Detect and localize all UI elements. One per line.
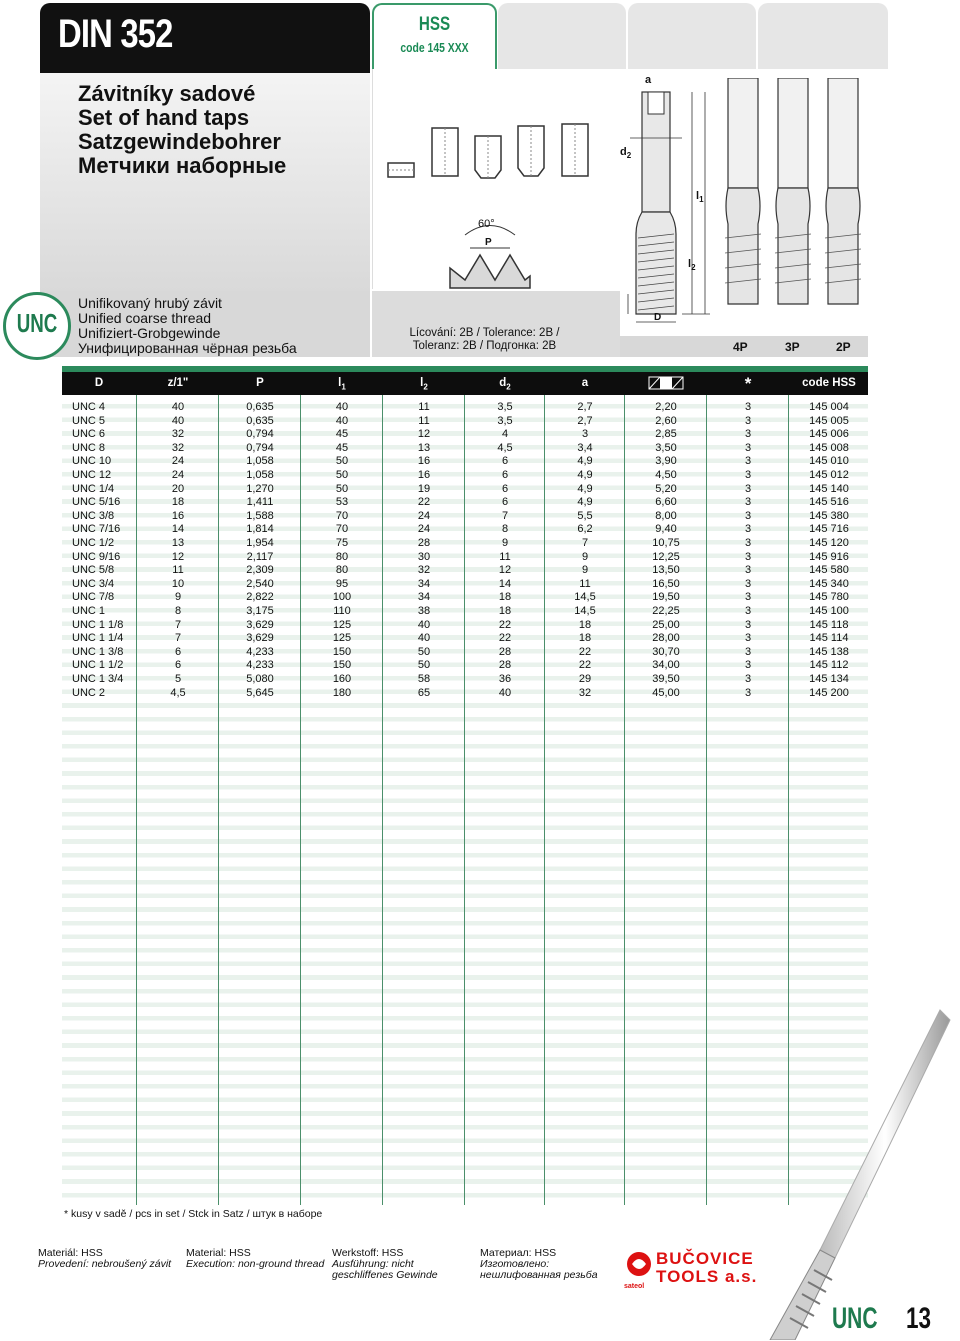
table-cell: 29	[578, 673, 592, 685]
table-cell: 145 006	[809, 428, 849, 441]
table-cell: 39,50	[652, 673, 680, 685]
table-cell: 38	[417, 605, 431, 617]
table-cell: 3	[744, 591, 752, 604]
table-cell: 9,40	[655, 523, 677, 536]
table-cell: 145 138	[809, 645, 849, 658]
table-cell: UNC 1 1/8	[72, 618, 124, 631]
table-cell: 145 118	[809, 618, 849, 631]
table-cell: 28	[417, 537, 431, 549]
table-cell: 10	[171, 577, 185, 590]
table-cell: 24	[417, 523, 431, 536]
table-cell: 3	[744, 441, 752, 454]
table-cell: UNC 4	[72, 401, 106, 413]
table-cell: 6	[174, 645, 182, 658]
table-cell: 28	[498, 659, 512, 672]
table-cell: 4,9	[577, 469, 593, 481]
table-cell: 1,954	[246, 537, 274, 549]
table-cell: 150	[332, 645, 352, 658]
table-cell: 3,5	[497, 401, 513, 413]
table-cell: 125	[332, 618, 352, 631]
table-cell: 3	[744, 455, 752, 468]
table-cell: 145 114	[809, 632, 849, 645]
thread-name-en: Unified coarse thread	[78, 310, 212, 326]
table-cell: 3	[744, 414, 752, 427]
table-cell: 3,629	[246, 632, 274, 645]
table-cell: 34	[417, 591, 431, 604]
footer-en: Material: HSS Execution: non-ground thread	[186, 1247, 325, 1270]
table-row	[62, 591, 868, 605]
table-cell: 2,7	[577, 414, 593, 427]
table-cell: 45,00	[652, 686, 680, 699]
pitch-label: P	[485, 237, 492, 248]
table-row	[62, 673, 868, 687]
table-cell: 20	[171, 482, 185, 495]
table-cell: 8	[501, 523, 509, 536]
table-row	[62, 523, 868, 537]
table-cell: 2,540	[246, 577, 274, 590]
table-cell: 3,175	[246, 605, 274, 617]
title-de: Satzgewindebohrer	[78, 129, 281, 154]
table-cell: 1,058	[246, 469, 274, 481]
table-cell: 3	[744, 645, 752, 658]
table-cell: 3	[744, 605, 752, 617]
unc-badge-text: UNC	[16, 308, 58, 338]
table-cell: 12	[498, 564, 512, 577]
set-label-4p: 4P	[733, 340, 748, 354]
table-cell: 3	[744, 564, 752, 577]
table-cell: 3	[744, 496, 752, 509]
drill-hole-icon	[648, 374, 684, 392]
tap-photo-graphic	[740, 1000, 960, 1340]
table-cell: 95	[335, 577, 349, 590]
table-cell: 22	[498, 618, 512, 631]
table-cell: 19,50	[652, 591, 680, 604]
table-cell: 10,75	[652, 537, 680, 549]
table-cell: 53	[335, 496, 349, 509]
table-row	[62, 564, 868, 578]
table-cell: 24	[417, 509, 431, 522]
table-cell: 40	[335, 414, 349, 427]
table-cell: 0,794	[246, 441, 274, 454]
col-header-a: a	[581, 377, 589, 389]
table-cell: 160	[332, 673, 352, 685]
col-header-code: code HSS	[802, 377, 856, 389]
table-row	[62, 469, 868, 483]
table-cell: 145 100	[809, 605, 849, 617]
thread-name-ru: Унифицированная чёрная резьба	[78, 340, 297, 356]
table-cell: 6,2	[577, 523, 593, 536]
table-cell: 24	[171, 455, 185, 468]
dim-d2-label: $d_2$	[620, 146, 632, 161]
table-cell: 30	[417, 550, 431, 563]
table-cell: 14,5	[574, 605, 596, 617]
table-cell: 3	[744, 577, 752, 590]
table-row	[62, 687, 868, 701]
empty-tab-3	[758, 3, 888, 69]
table-cell: 145 005	[809, 414, 849, 427]
table-cell: 40	[417, 632, 431, 645]
table-cell: 2,822	[246, 591, 274, 604]
table-cell: 145 012	[809, 469, 849, 481]
col-header-d: D	[94, 377, 104, 389]
table-cell: UNC 1 1/2	[72, 659, 124, 672]
table-cell: UNC 1 1/4	[72, 632, 124, 645]
table-cell: 16,50	[652, 577, 680, 590]
table-cell: 6	[174, 659, 182, 672]
table-cell: 50	[335, 455, 349, 468]
col-header-pcs: *	[744, 374, 752, 393]
table-cell: 145 004	[809, 401, 849, 413]
title-ru: Метчики наборные	[78, 153, 287, 178]
table-cell: 1,058	[246, 455, 274, 468]
table-cell: 28	[498, 645, 512, 658]
table-cell: 22	[578, 645, 592, 658]
table-cell: 18	[498, 591, 512, 604]
table-cell: 3,5	[497, 414, 513, 427]
table-row	[62, 415, 868, 429]
table-row	[62, 659, 868, 673]
table-cell: 145 134	[809, 673, 849, 685]
table-cell: 145 010	[809, 455, 849, 468]
table-cell: 3	[744, 618, 752, 631]
table-cell: 2,117	[246, 550, 274, 563]
table-cell: 36	[498, 673, 512, 685]
table-cell: 180	[332, 686, 352, 699]
tolerance-text	[372, 327, 597, 353]
table-cell: 3	[744, 537, 752, 549]
table-cell: 40	[498, 686, 512, 699]
standard-title: DIN 352	[58, 12, 173, 56]
table-cell: 7	[501, 509, 509, 522]
footer-de: Werkstoff: HSS Ausführung: nicht geschliffenes Gewinde	[332, 1247, 438, 1281]
empty-tab-2	[628, 3, 756, 69]
table-cell: 25,00	[652, 618, 680, 631]
table-cell: UNC 7/16	[72, 523, 121, 536]
table-cell: 19	[417, 482, 431, 495]
table-cell: 32	[171, 428, 185, 441]
table-cell: 1,270	[246, 482, 274, 495]
table-cell: 3	[744, 401, 752, 413]
table-cell: 22,25	[652, 605, 680, 617]
table-cell: 30,70	[652, 645, 680, 658]
col-header-l1: $l_1$	[338, 377, 346, 392]
table-cell: 145 780	[809, 591, 849, 604]
table-cell: 16	[171, 509, 185, 522]
table-row	[62, 632, 868, 646]
table-cell: 40	[417, 618, 431, 631]
table-row	[62, 619, 868, 633]
table-cell: 34,00	[652, 659, 680, 672]
col-header-drill	[626, 372, 706, 395]
table-cell: 9	[581, 564, 589, 577]
table-cell: 3	[744, 509, 752, 522]
table-cell: 34	[417, 577, 431, 590]
section-label: UNC	[832, 1302, 878, 1335]
table-cell: UNC 1/4	[72, 482, 115, 495]
table-cell: 3,629	[246, 618, 274, 631]
table-cell: 145 340	[809, 577, 849, 590]
table-cell: 14	[498, 577, 512, 590]
table-cell: 40	[171, 401, 185, 413]
table-cell: 40	[335, 401, 349, 413]
tap-3p	[776, 78, 810, 304]
table-cell: 6	[501, 469, 509, 481]
table-cell: 2,60	[655, 414, 677, 427]
table-cell: 8	[174, 605, 182, 617]
table-cell: 58	[417, 673, 431, 685]
material-tab-title: HSS	[418, 14, 451, 35]
table-cell: 4,5	[497, 441, 513, 454]
thread-name-cz: Unifikovaný hrubý závit	[78, 295, 222, 311]
table-row	[62, 483, 868, 497]
table-cell: 8,00	[655, 509, 677, 522]
dim-l2-label: $l_2$	[688, 258, 696, 273]
product-titles	[78, 82, 286, 178]
table-cell: 65	[417, 686, 431, 699]
table-cell: 4,9	[577, 496, 593, 509]
table-cell: 3	[581, 428, 589, 441]
table-cell: 22	[498, 632, 512, 645]
table-cell: 13,50	[652, 564, 680, 577]
table-cell: UNC 1	[72, 605, 106, 617]
table-cell: 7	[174, 618, 182, 631]
table-row	[62, 551, 868, 565]
table-cell: 145 516	[809, 496, 849, 509]
table-cell: 5,645	[246, 686, 274, 699]
table-cell: UNC 9/16	[72, 550, 121, 563]
page-number: 13	[906, 1302, 932, 1335]
table-cell: 32	[171, 441, 185, 454]
table-cell: 80	[335, 564, 349, 577]
table-cell: 0,635	[246, 414, 274, 427]
table-cell: 2,7	[577, 401, 593, 413]
dim-a-label: a	[645, 74, 652, 86]
table-cell: 11	[499, 550, 511, 563]
table-cell: 1,814	[246, 523, 274, 536]
table-cell: 1,411	[246, 496, 274, 509]
table-cell: UNC 6	[72, 428, 106, 441]
tolerance-line-2: Toleranz: 2B / Подгонка: 2B	[412, 340, 557, 352]
table-cell: 6	[501, 496, 509, 509]
table-cell: 12	[417, 428, 431, 441]
table-cell: 7	[581, 537, 589, 549]
table-cell: 18	[578, 618, 592, 631]
table-cell: 100	[332, 591, 352, 604]
table-cell: 150	[332, 659, 352, 672]
table-cell: 11	[579, 577, 591, 590]
table-cell: 2,309	[246, 564, 274, 577]
empty-tab-1	[498, 3, 626, 69]
table-cell: 9	[581, 550, 589, 563]
table-row	[62, 496, 868, 510]
table-cell: 3	[744, 686, 752, 699]
table-cell: 70	[335, 523, 349, 536]
title-cz: Závitníky sadové	[78, 81, 256, 106]
table-cell: UNC 3/4	[72, 577, 115, 590]
tap-4p	[726, 78, 760, 304]
table-cell: 145 120	[809, 537, 849, 549]
thread-type-names	[78, 296, 297, 356]
table-cell: 6,60	[655, 496, 677, 509]
table-cell: 18	[498, 605, 512, 617]
table-row	[62, 537, 868, 551]
table-cell: UNC 5/8	[72, 564, 115, 577]
table-cell: 6	[501, 482, 509, 495]
angle-label: 60°	[478, 218, 495, 230]
table-cell: 70	[335, 509, 349, 522]
table-cell: UNC 8	[72, 441, 106, 454]
table-cell: 11	[418, 401, 430, 413]
table-cell: 0,794	[246, 428, 274, 441]
table-cell: 50	[417, 659, 431, 672]
table-cell: 45	[335, 428, 349, 441]
table-cell: 11	[172, 564, 184, 577]
table-cell: 18	[171, 496, 185, 509]
tolerance-line-1: Lícování: 2B / Tolerance: 2B /	[409, 327, 560, 339]
col-header-p: P	[256, 377, 264, 389]
table-cell: 45	[335, 441, 349, 454]
table-footnote: * kusy v sadě / pcs in set / Stck in Satz / штук в наборе	[62, 1205, 870, 1224]
table-cell: 145 140	[809, 482, 849, 495]
dim-D-label: D	[654, 312, 662, 323]
table-cell: UNC 1/2	[72, 537, 115, 549]
table-cell: 13	[171, 537, 185, 549]
table-row	[62, 605, 868, 619]
table-cell: 22	[578, 659, 592, 672]
table-row	[62, 428, 868, 442]
table-cell: UNC 7/8	[72, 591, 115, 604]
table-cell: 12,25	[652, 550, 680, 563]
table-cell: 16	[417, 455, 431, 468]
table-cell: 5,20	[655, 482, 677, 495]
table-cell: 145 008	[809, 441, 849, 454]
table-cell: 145 200	[809, 686, 849, 699]
table-cell: 14,5	[574, 591, 596, 604]
table-cell: 18	[578, 632, 592, 645]
table-cell: 3,4	[577, 441, 593, 454]
tap-shape-icons	[380, 118, 600, 188]
table-cell: UNC 1 3/4	[72, 673, 124, 685]
thread-name-de: Unifiziert-Grobgewinde	[78, 325, 221, 341]
title-en: Set of hand taps	[78, 105, 250, 130]
dim-l1-label: $l_1$	[696, 190, 704, 205]
table-row	[62, 455, 868, 469]
table-cell: 4	[501, 428, 509, 441]
company-logo-text: BUČOVICE TOOLS a.s.	[656, 1249, 758, 1286]
table-cell: 80	[335, 550, 349, 563]
table-cell: UNC 3/8	[72, 509, 115, 522]
table-cell: 3	[744, 523, 752, 536]
table-cell: 3,50	[655, 441, 677, 454]
table-cell: UNC 12	[72, 469, 112, 481]
table-cell: 3	[744, 632, 752, 645]
table-row	[62, 401, 868, 415]
table-cell: 4,5	[170, 686, 186, 699]
col-header-l2: $l_2$	[420, 377, 428, 392]
table-cell: UNC 5	[72, 414, 106, 427]
table-cell: 4,233	[246, 645, 274, 658]
table-cell: 11	[418, 414, 430, 427]
table-cell: 24	[171, 469, 185, 481]
table-cell: 3	[744, 550, 752, 563]
table-cell: 50	[417, 645, 431, 658]
table-cell: UNC 10	[72, 455, 112, 468]
table-cell: 145 112	[809, 659, 849, 672]
table-cell: 4,233	[246, 659, 274, 672]
table-cell: 145 916	[809, 550, 849, 563]
table-cell: 4,9	[577, 482, 593, 495]
set-label-3p: 3P	[785, 340, 800, 354]
table-cell: UNC 2	[72, 686, 106, 699]
table-cell: 145 716	[809, 523, 849, 536]
table-cell: 4,9	[577, 455, 593, 468]
table-cell: 50	[335, 469, 349, 481]
table-cell: 40	[171, 414, 185, 427]
table-cell: 3	[744, 482, 752, 495]
footer-ru: Материал: HSS Изготовлено: нешлифованная резьба	[480, 1247, 598, 1281]
table-cell: 22	[417, 496, 431, 509]
table-row	[62, 510, 868, 524]
table-row	[62, 646, 868, 660]
table-cell: 12	[171, 550, 185, 563]
table-cell: 125	[332, 632, 352, 645]
table-cell: 28,00	[652, 632, 680, 645]
table-cell: 3	[744, 673, 752, 685]
footer-cz: Materiál: HSS Provedení: nebroušený závit	[38, 1247, 172, 1270]
table-cell: 3	[744, 428, 752, 441]
set-label-2p: 2P	[836, 340, 851, 354]
table-cell: 16	[417, 469, 431, 481]
table-cell: UNC 5/16	[72, 496, 121, 509]
table-cell: 14	[171, 523, 185, 536]
table-cell: 13	[417, 441, 431, 454]
table-cell: 32	[417, 564, 431, 577]
tap-dimension-diagram	[610, 78, 870, 333]
table-cell: 75	[335, 537, 349, 549]
table-cell: 3	[744, 469, 752, 481]
col-header-d2: $d_2$	[499, 377, 511, 392]
table-cell: UNC 1 3/8	[72, 645, 124, 658]
table-cell: 0,635	[246, 401, 274, 413]
table-cell: 9	[174, 591, 182, 604]
material-tab-code: code 145 XXX	[400, 40, 469, 55]
table-cell: 6	[501, 455, 509, 468]
table-cell: 5,5	[577, 509, 593, 522]
company-logo-mark-text: sateol	[624, 1283, 645, 1290]
table-cell: 2,85	[655, 428, 677, 441]
table-cell: 145 580	[809, 564, 849, 577]
table-row	[62, 442, 868, 456]
table-cell: 32	[578, 686, 592, 699]
table-cell: 5	[174, 673, 182, 685]
table-cell: 110	[333, 605, 351, 617]
table-cell: 3	[744, 659, 752, 672]
table-cell: 5,080	[246, 673, 274, 685]
col-header-z: z/1"	[167, 377, 189, 389]
company-logo-mark	[624, 1250, 654, 1286]
table-cell: 50	[335, 482, 349, 495]
table-cell: 7	[174, 632, 182, 645]
table-cell: 2,20	[655, 401, 677, 413]
tap-2p	[826, 78, 860, 304]
table-cell: 3,90	[655, 455, 677, 468]
table-row	[62, 578, 868, 592]
table-cell: 145 380	[809, 509, 849, 522]
table-cell: 4,50	[655, 469, 677, 481]
table-cell: 9	[501, 537, 509, 549]
table-cell: 1,588	[246, 509, 274, 522]
